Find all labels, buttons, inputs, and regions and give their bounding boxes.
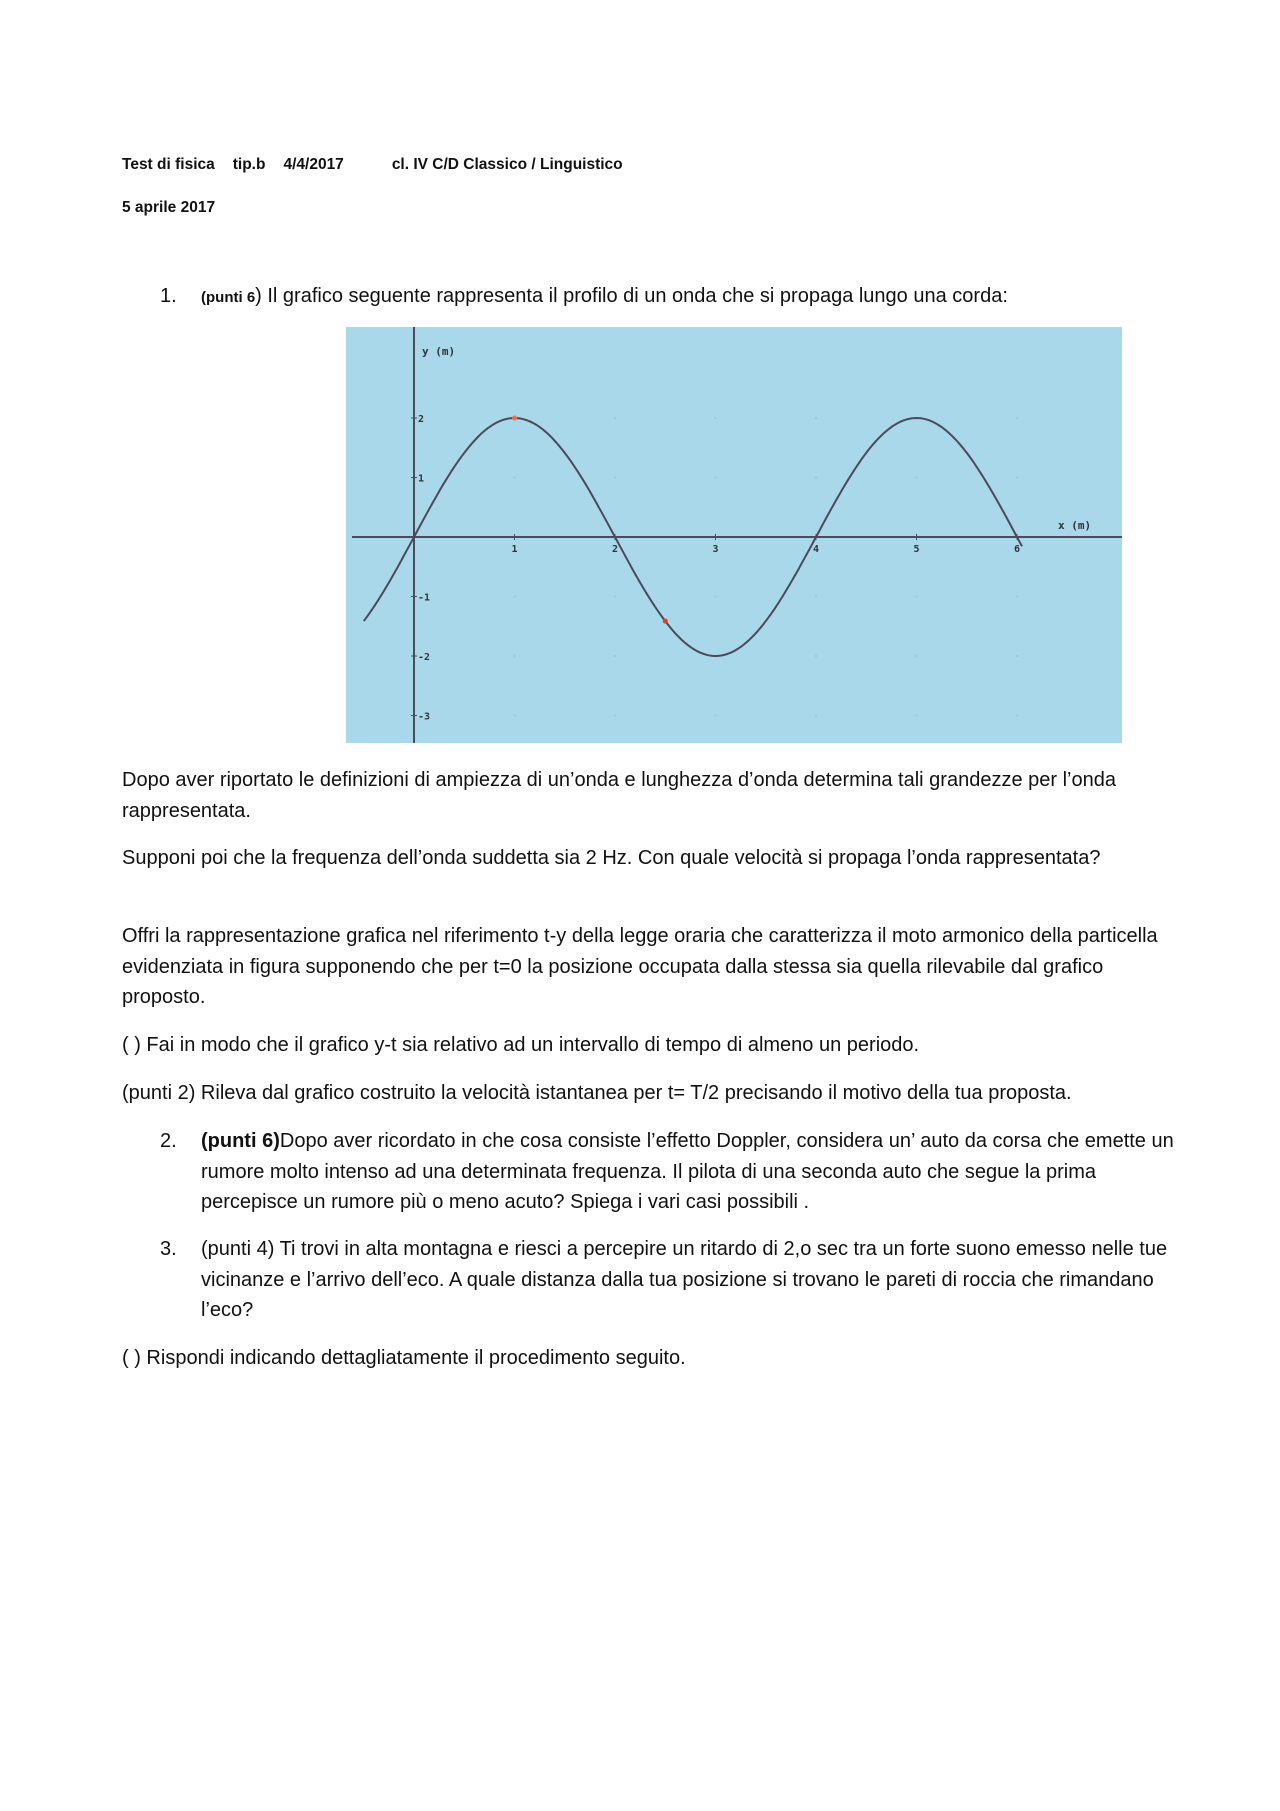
y-tick-label: -3	[418, 711, 431, 723]
grid-dot	[815, 417, 817, 419]
question-1-number: 1.	[160, 285, 177, 307]
header-date-2: 5 aprile 2017	[122, 199, 216, 216]
question-1-points: (punti 6	[201, 289, 256, 306]
question-2-text	[201, 1126, 1176, 1218]
grid-dot	[514, 655, 516, 657]
paragraph-6: ( ) Rispondi indicando dettagliatamente il procedimento seguito.	[122, 1347, 686, 1369]
grid-dot	[614, 715, 616, 717]
question-2-points: (punti 6)	[201, 1130, 280, 1152]
grid-dot	[1016, 417, 1018, 419]
paragraph-1: Dopo aver riportato le definizioni di ampiezza di un’onda e lunghezza d’onda determina tali grandezze per l’onda rappresentata.	[122, 769, 1116, 822]
question-1-body: ) Il grafico seguente rappresenta il profilo di un onda che si propaga lungo una corda:	[255, 285, 1008, 307]
grid-dot	[916, 477, 918, 479]
y-tick-label: 1	[418, 473, 425, 485]
paragraph-2: Supponi poi che la frequenza dell’onda suddetta sia 2 Hz. Con quale velocità si propaga l’onda rappresentata?	[122, 847, 1101, 869]
grid-dot	[614, 417, 616, 419]
grid-dot	[514, 715, 516, 717]
grid-dot	[1016, 596, 1018, 598]
grid-dot	[916, 655, 918, 657]
x-tick-label: 1	[511, 544, 518, 555]
grid-dot	[815, 715, 817, 717]
y-tick-label: 2	[418, 414, 425, 425]
grid-dot	[715, 477, 717, 479]
x-tick-label: 5	[913, 544, 920, 555]
x-tick-label: 2	[612, 544, 619, 555]
grid-dot	[815, 596, 817, 598]
y-axis-label: y (m)	[422, 345, 456, 358]
grid-dot	[614, 655, 616, 657]
x-axis-label: x (m)	[1058, 519, 1092, 532]
grid-dot	[1016, 715, 1018, 717]
x-tick-label: 6	[1014, 544, 1021, 555]
grid-dot	[614, 596, 616, 598]
header-test: Test di fisica	[122, 156, 215, 173]
grid-dot	[715, 596, 717, 598]
question-3-text: (punti 4) Ti trovi in alta montagna e riesci a percepire un ritardo di 2,o sec tra un forte suono emesso nelle tue vicinanze e l’arrivo dell’eco. A quale distanza dalla tua posizione si trovano le pareti di roccia che rimandano l’eco?	[201, 1238, 1168, 1321]
graph-background	[346, 327, 1122, 743]
question-1-text	[201, 281, 1176, 314]
grid-dot	[514, 596, 516, 598]
paragraph-5: (punti 2) Rileva dal grafico costruito la velocità istantanea per t= T/2 precisando il motivo della tua proposta.	[122, 1082, 1072, 1104]
grid-dot	[514, 477, 516, 479]
x-tick-label: 4	[813, 544, 820, 555]
question-2-number: 2.	[160, 1130, 177, 1152]
wave-graph	[346, 327, 1122, 743]
grid-dot	[815, 477, 817, 479]
grid-dot	[715, 417, 717, 419]
header-line	[122, 156, 623, 174]
grid-dot	[614, 477, 616, 479]
grid-dot	[1016, 477, 1018, 479]
y-tick-label: -2	[418, 652, 431, 663]
grid-dot	[916, 715, 918, 717]
grid-dot	[715, 715, 717, 717]
header-tip: tip.b	[232, 156, 266, 173]
highlighted-point	[512, 416, 517, 421]
grid-dot	[1016, 655, 1018, 657]
paragraph-3: Offri la rappresentazione grafica nel riferimento t-y della legge oraria che caratterizza il moto armonico della particella evidenziata in figura supponendo che per t=0 la posizione occupata dalla stessa sia quella rilevabile dal grafico proposto.	[122, 925, 1158, 1008]
header-class: cl. IV C/D Classico / Linguistico	[391, 156, 623, 173]
x-tick-label: 3	[712, 544, 719, 555]
question-3-number: 3.	[160, 1238, 177, 1260]
paragraph-4: ( ) Fai in modo che il grafico y-t sia relativo ad un intervallo di tempo di almeno un periodo.	[122, 1034, 920, 1056]
grid-dot	[916, 596, 918, 598]
grid-dot	[815, 655, 817, 657]
question-2-body: Dopo aver ricordato in che cosa consiste l’effetto Doppler, considera un’ auto da corsa che emette un rumore molto intenso ad una determinata frequenza. Il pilota di una seconda auto che segue la prima percepisce un rumore più o meno acuto? Spiega i vari casi possibili .	[201, 1130, 1174, 1213]
y-tick-label: -1	[418, 592, 431, 604]
header-date: 4/4/2017	[283, 156, 344, 173]
highlighted-point	[663, 619, 668, 624]
